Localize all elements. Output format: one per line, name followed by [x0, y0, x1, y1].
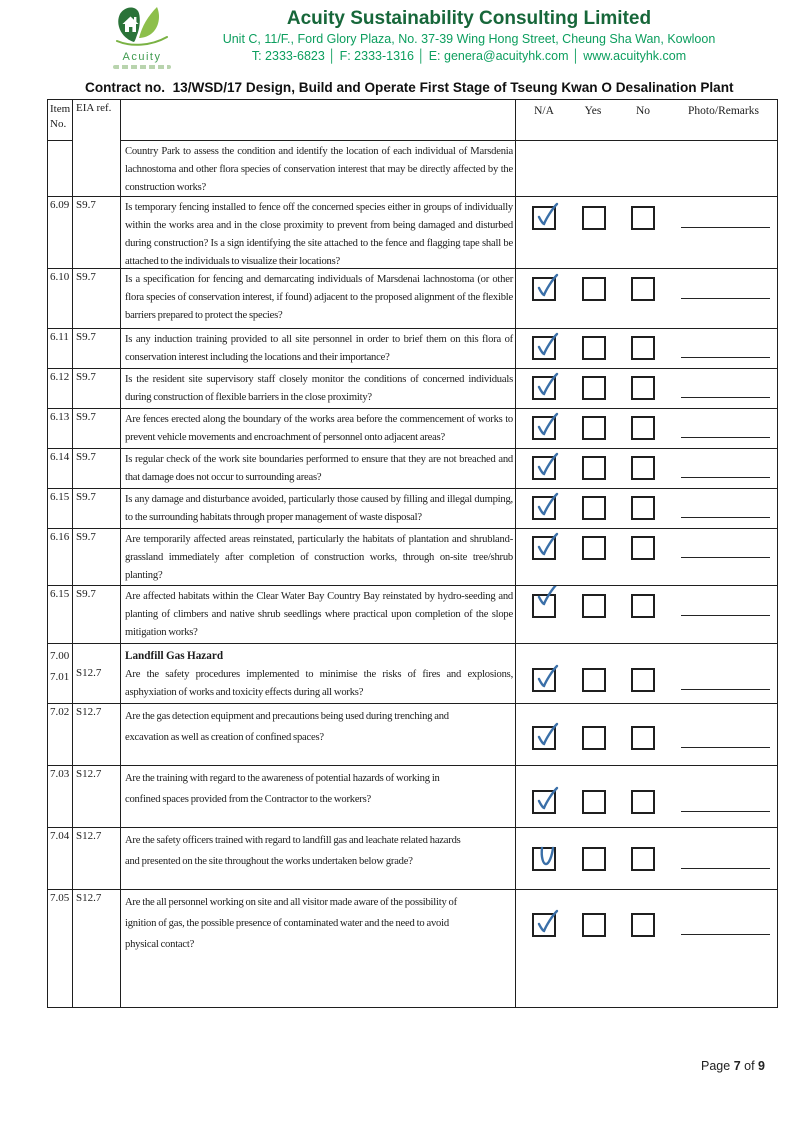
table-row	[48, 408, 777, 448]
checkbox-na[interactable]	[532, 594, 556, 618]
eia-ref-cell: S9.7	[73, 329, 121, 368]
item-no-cell: 6.15	[48, 489, 73, 528]
checks-cell	[516, 586, 777, 643]
eia-ref-cell: S12.7	[73, 704, 121, 765]
question-cell: Are temporarily affected areas reinstated, particularly the habitats of plantation and shrubland-grassland immediately after completion of construction works, through on-site tree/shrub planting?	[121, 529, 516, 585]
footer-page-word: Page	[701, 1059, 731, 1073]
table-row	[48, 141, 777, 196]
table-row	[48, 448, 777, 488]
checks-cell	[516, 329, 777, 368]
checkbox-no[interactable]	[631, 913, 655, 937]
item-no-cell: 6.16	[48, 529, 73, 585]
question-cell: Are affected habitats within the Clear Water Bay Country Bay reinstated by hydro-seeding and planting of climbers and native shrub seedlings where practical upon completion of the slope mitigation works?	[121, 586, 516, 643]
checks-cell	[516, 828, 777, 889]
leaf-logo-icon	[109, 4, 175, 46]
checkbox-na[interactable]	[532, 456, 556, 480]
remarks-line[interactable]	[681, 747, 770, 748]
item-no-cell: 7.02	[48, 704, 73, 765]
checkbox-na[interactable]	[532, 416, 556, 440]
table-row	[48, 703, 777, 765]
company-address: Unit C, 11/F., Ford Glory Plaza, No. 37-39 Wing Hong Street, Cheung Sha Wan, Kowloon	[222, 32, 716, 46]
remarks-line[interactable]	[681, 868, 770, 869]
checkbox-yes[interactable]	[582, 913, 606, 937]
checkmark-icon	[534, 722, 561, 751]
checkmark-icon	[534, 492, 561, 521]
checkbox-na[interactable]	[532, 790, 556, 814]
item-no-cell: 6.15	[48, 586, 73, 643]
checkbox-na[interactable]	[532, 496, 556, 520]
company-name: Acuity Sustainability Consulting Limited	[286, 8, 652, 29]
checkmark-icon	[534, 786, 561, 815]
header-yes: Yes	[584, 105, 602, 117]
checklist-table	[47, 99, 778, 1008]
table-row	[48, 528, 777, 585]
remarks-line[interactable]	[681, 557, 770, 558]
table-row	[48, 368, 777, 408]
eia-ref-cell: S12.7	[73, 890, 121, 1007]
checkbox-na[interactable]	[532, 847, 556, 871]
checkbox-yes[interactable]	[582, 277, 606, 301]
remarks-line[interactable]	[681, 437, 770, 438]
question-cell: Are the training with regard to the awareness of potential hazards of working in confined spaces provided from the Contractor to the workers?	[121, 766, 516, 827]
checkbox-na[interactable]	[532, 277, 556, 301]
item-no-cell: 6.14	[48, 449, 73, 488]
logo-tagline	[113, 65, 171, 69]
letterhead-text	[190, 6, 748, 65]
eia-ref-cell: S9.7	[73, 449, 121, 488]
table-row	[48, 196, 777, 268]
remarks-line[interactable]	[681, 689, 770, 690]
question-cell: Landfill Gas Hazard Are the safety procedures implemented to minimise the risks of fires and explosions, asphyxiation of works and toxicity effects during all works?	[121, 644, 516, 703]
remarks-line[interactable]	[681, 298, 770, 299]
checkbox-yes[interactable]	[582, 726, 606, 750]
logo-wordmark: Acuity	[122, 51, 162, 63]
checkmark-icon	[534, 452, 561, 481]
eia-ref-cell: S12.7	[73, 766, 121, 827]
question-cell: Is any damage and disturbance avoided, particularly those caused by filling and illegal dumping, to the surrounding habitats through proper management of waste disposal?	[121, 489, 516, 528]
checks-cell	[516, 644, 777, 703]
footer-page-number: 7	[733, 1059, 741, 1073]
item-no-cell: 7.05	[48, 890, 73, 1007]
footer-total-pages: 9	[758, 1059, 765, 1073]
remarks-line[interactable]	[681, 477, 770, 478]
table-row	[48, 643, 777, 703]
header-question	[121, 100, 516, 141]
checkbox-yes[interactable]	[582, 336, 606, 360]
checkbox-no[interactable]	[631, 668, 655, 692]
remarks-line[interactable]	[681, 811, 770, 812]
question-cell: Is the resident site supervisory staff closely monitor the conditions of concerned individuals during construction of flexible barriers in the close proximity?	[121, 369, 516, 408]
letterhead	[0, 0, 794, 78]
checkbox-no[interactable]	[631, 790, 655, 814]
eia-ref-cell: S9.7	[73, 409, 121, 448]
checkbox-yes[interactable]	[582, 496, 606, 520]
checks-cell	[516, 369, 777, 408]
checkmark-icon	[534, 532, 561, 561]
question-cell: Are the safety officers trained with regard to landfill gas and leachate related hazards and presented on the site throughout the works undertaken below grade?	[121, 828, 516, 889]
checkbox-no[interactable]	[631, 416, 655, 440]
eia-ref-cell: S12.7	[73, 828, 121, 889]
checkbox-yes[interactable]	[582, 790, 606, 814]
question-cell: Are fences erected along the boundary of the works area before the commencement of works to prevent vehicle movements and encroachment of personnel onto adjacent areas?	[121, 409, 516, 448]
remarks-line[interactable]	[681, 934, 770, 935]
checkbox-no[interactable]	[631, 496, 655, 520]
checkmark-icon	[534, 273, 561, 302]
item-no-cell: 6.12	[48, 369, 73, 408]
eia-ref-cell: S9.7	[73, 529, 121, 585]
table-row	[48, 268, 777, 328]
item-no-cell: 7.00 7.01	[48, 644, 73, 703]
checkbox-no[interactable]	[631, 456, 655, 480]
item-no-cell: 7.03	[48, 766, 73, 827]
item-no-cell: 6.13	[48, 409, 73, 448]
checkbox-no[interactable]	[631, 726, 655, 750]
company-contacts: T: 2333-6823 │ F: 2333-1316 │ E: genera@acuityhk.com │ www.acuityhk.com	[251, 49, 687, 63]
checkbox-no[interactable]	[631, 336, 655, 360]
checkbox-yes[interactable]	[582, 416, 606, 440]
header-no: No	[635, 105, 651, 117]
checks-cell	[516, 141, 777, 196]
question-cell: Are the gas detection equipment and precautions being used during trenching and excavation as well as creation of confined spaces?	[121, 704, 516, 765]
item-no-cell: 6.10	[48, 269, 73, 328]
header-eia-ref: EIA ref.	[73, 100, 121, 141]
question-cell: Is regular check of the work site boundaries performed to ensure that they are not breached and that damage does not occur to surrounding areas?	[121, 449, 516, 488]
checks-cell	[516, 449, 777, 488]
contract-title: Contract no. 13/WSD/17 Design, Build and Operate First Stage of Tseung Kwan O Desalination Plant	[85, 80, 734, 95]
eia-ref-cell: S9.7	[73, 269, 121, 328]
checks-cell	[516, 269, 777, 328]
checks-cell	[516, 704, 777, 765]
table-row	[48, 827, 777, 889]
question-cell: Is a specification for fencing and demarcating individuals of Marsdenai lachnostoma (or other flora species of conservation interest, if found) adjacent to the proposed alignment of the flexible barriers prepared to protect the species?	[121, 269, 516, 328]
item-no-cell	[48, 141, 73, 196]
checkbox-yes[interactable]	[582, 594, 606, 618]
checkbox-no[interactable]	[631, 847, 655, 871]
table-row	[48, 328, 777, 368]
eia-ref-cell: S9.7	[73, 586, 121, 643]
footer-of-word: of	[744, 1059, 755, 1073]
checks-cell	[516, 529, 777, 585]
checkbox-no[interactable]	[631, 376, 655, 400]
checkbox-yes[interactable]	[582, 668, 606, 692]
header-photo-remarks: Photo/Remarks	[688, 105, 759, 117]
checks-cell	[516, 197, 777, 268]
checkmark-icon	[534, 332, 561, 361]
remarks-line[interactable]	[681, 517, 770, 518]
table-row	[48, 488, 777, 528]
item-no-cell: 6.09	[48, 197, 73, 268]
item-no-cell: 6.11	[48, 329, 73, 368]
checkbox-yes[interactable]	[582, 206, 606, 230]
question-cell: Is any induction training provided to all site personnel in order to brief them on this flora of conservation interest including the locations and their importance?	[121, 329, 516, 368]
checkmark-icon	[534, 664, 561, 693]
checks-cell	[516, 489, 777, 528]
checkbox-yes[interactable]	[582, 456, 606, 480]
remarks-line[interactable]	[681, 357, 770, 358]
table-row	[48, 765, 777, 827]
checkmark-icon	[534, 909, 561, 938]
table-row	[48, 889, 777, 1007]
eia-ref-cell: S9.7	[73, 369, 121, 408]
checkbox-yes[interactable]	[582, 376, 606, 400]
eia-ref-cell	[73, 141, 121, 196]
table-header-row	[48, 100, 777, 141]
checkbox-no[interactable]	[631, 594, 655, 618]
question-cell: Is temporary fencing installed to fence off the concerned species either in groups of individually within the works area and in the close proximity to prevent from being damaged and disturbed during construction? Is a sign identifying the site attached to the fence and flagging tape shall be attached to the individuals to visualize their locations?	[121, 197, 516, 268]
checkbox-yes[interactable]	[582, 536, 606, 560]
checkbox-na[interactable]	[532, 376, 556, 400]
remarks-line[interactable]	[681, 615, 770, 616]
checkbox-na[interactable]	[532, 206, 556, 230]
item-no-cell: 7.04	[48, 828, 73, 889]
checkbox-no[interactable]	[631, 277, 655, 301]
checkbox-na[interactable]	[532, 668, 556, 692]
checkmark-icon	[534, 202, 561, 231]
checkbox-na[interactable]	[532, 913, 556, 937]
checkbox-no[interactable]	[631, 206, 655, 230]
checkbox-na[interactable]	[532, 726, 556, 750]
page-footer	[701, 1059, 765, 1073]
header-checks	[516, 100, 777, 141]
company-logo	[96, 4, 188, 69]
header-na: N/A	[534, 105, 554, 117]
checkbox-no[interactable]	[631, 536, 655, 560]
checkbox-na[interactable]	[532, 536, 556, 560]
eia-ref-cell: S9.7	[73, 197, 121, 268]
checks-cell	[516, 890, 777, 1007]
checkbox-yes[interactable]	[582, 847, 606, 871]
question-cell: Are the all personnel working on site and all visitor made aware of the possibility of ignition of gas, the possible presence of contaminated water and the need to avoid physical contact?	[121, 890, 516, 1007]
table-row	[48, 585, 777, 643]
checkmark-icon	[534, 586, 561, 611]
eia-ref-cell: S12.7	[73, 644, 121, 703]
checks-cell	[516, 409, 777, 448]
question-cell: Country Park to assess the condition and identify the location of each individual of Marsdenia lachnostoma and other flora species of conservation interest that may be directly affected by the construction works?	[121, 141, 516, 196]
checkmark-icon	[534, 843, 561, 872]
remarks-line[interactable]	[681, 397, 770, 398]
header-item-no: Item No.	[48, 100, 73, 141]
eia-ref-cell: S9.7	[73, 489, 121, 528]
checks-cell	[516, 766, 777, 827]
checkbox-na[interactable]	[532, 336, 556, 360]
remarks-line[interactable]	[681, 227, 770, 228]
checkmark-icon	[534, 412, 561, 441]
table-body	[48, 141, 777, 1007]
section-title: Landfill Gas Hazard	[125, 650, 224, 662]
checkmark-icon	[534, 372, 561, 401]
